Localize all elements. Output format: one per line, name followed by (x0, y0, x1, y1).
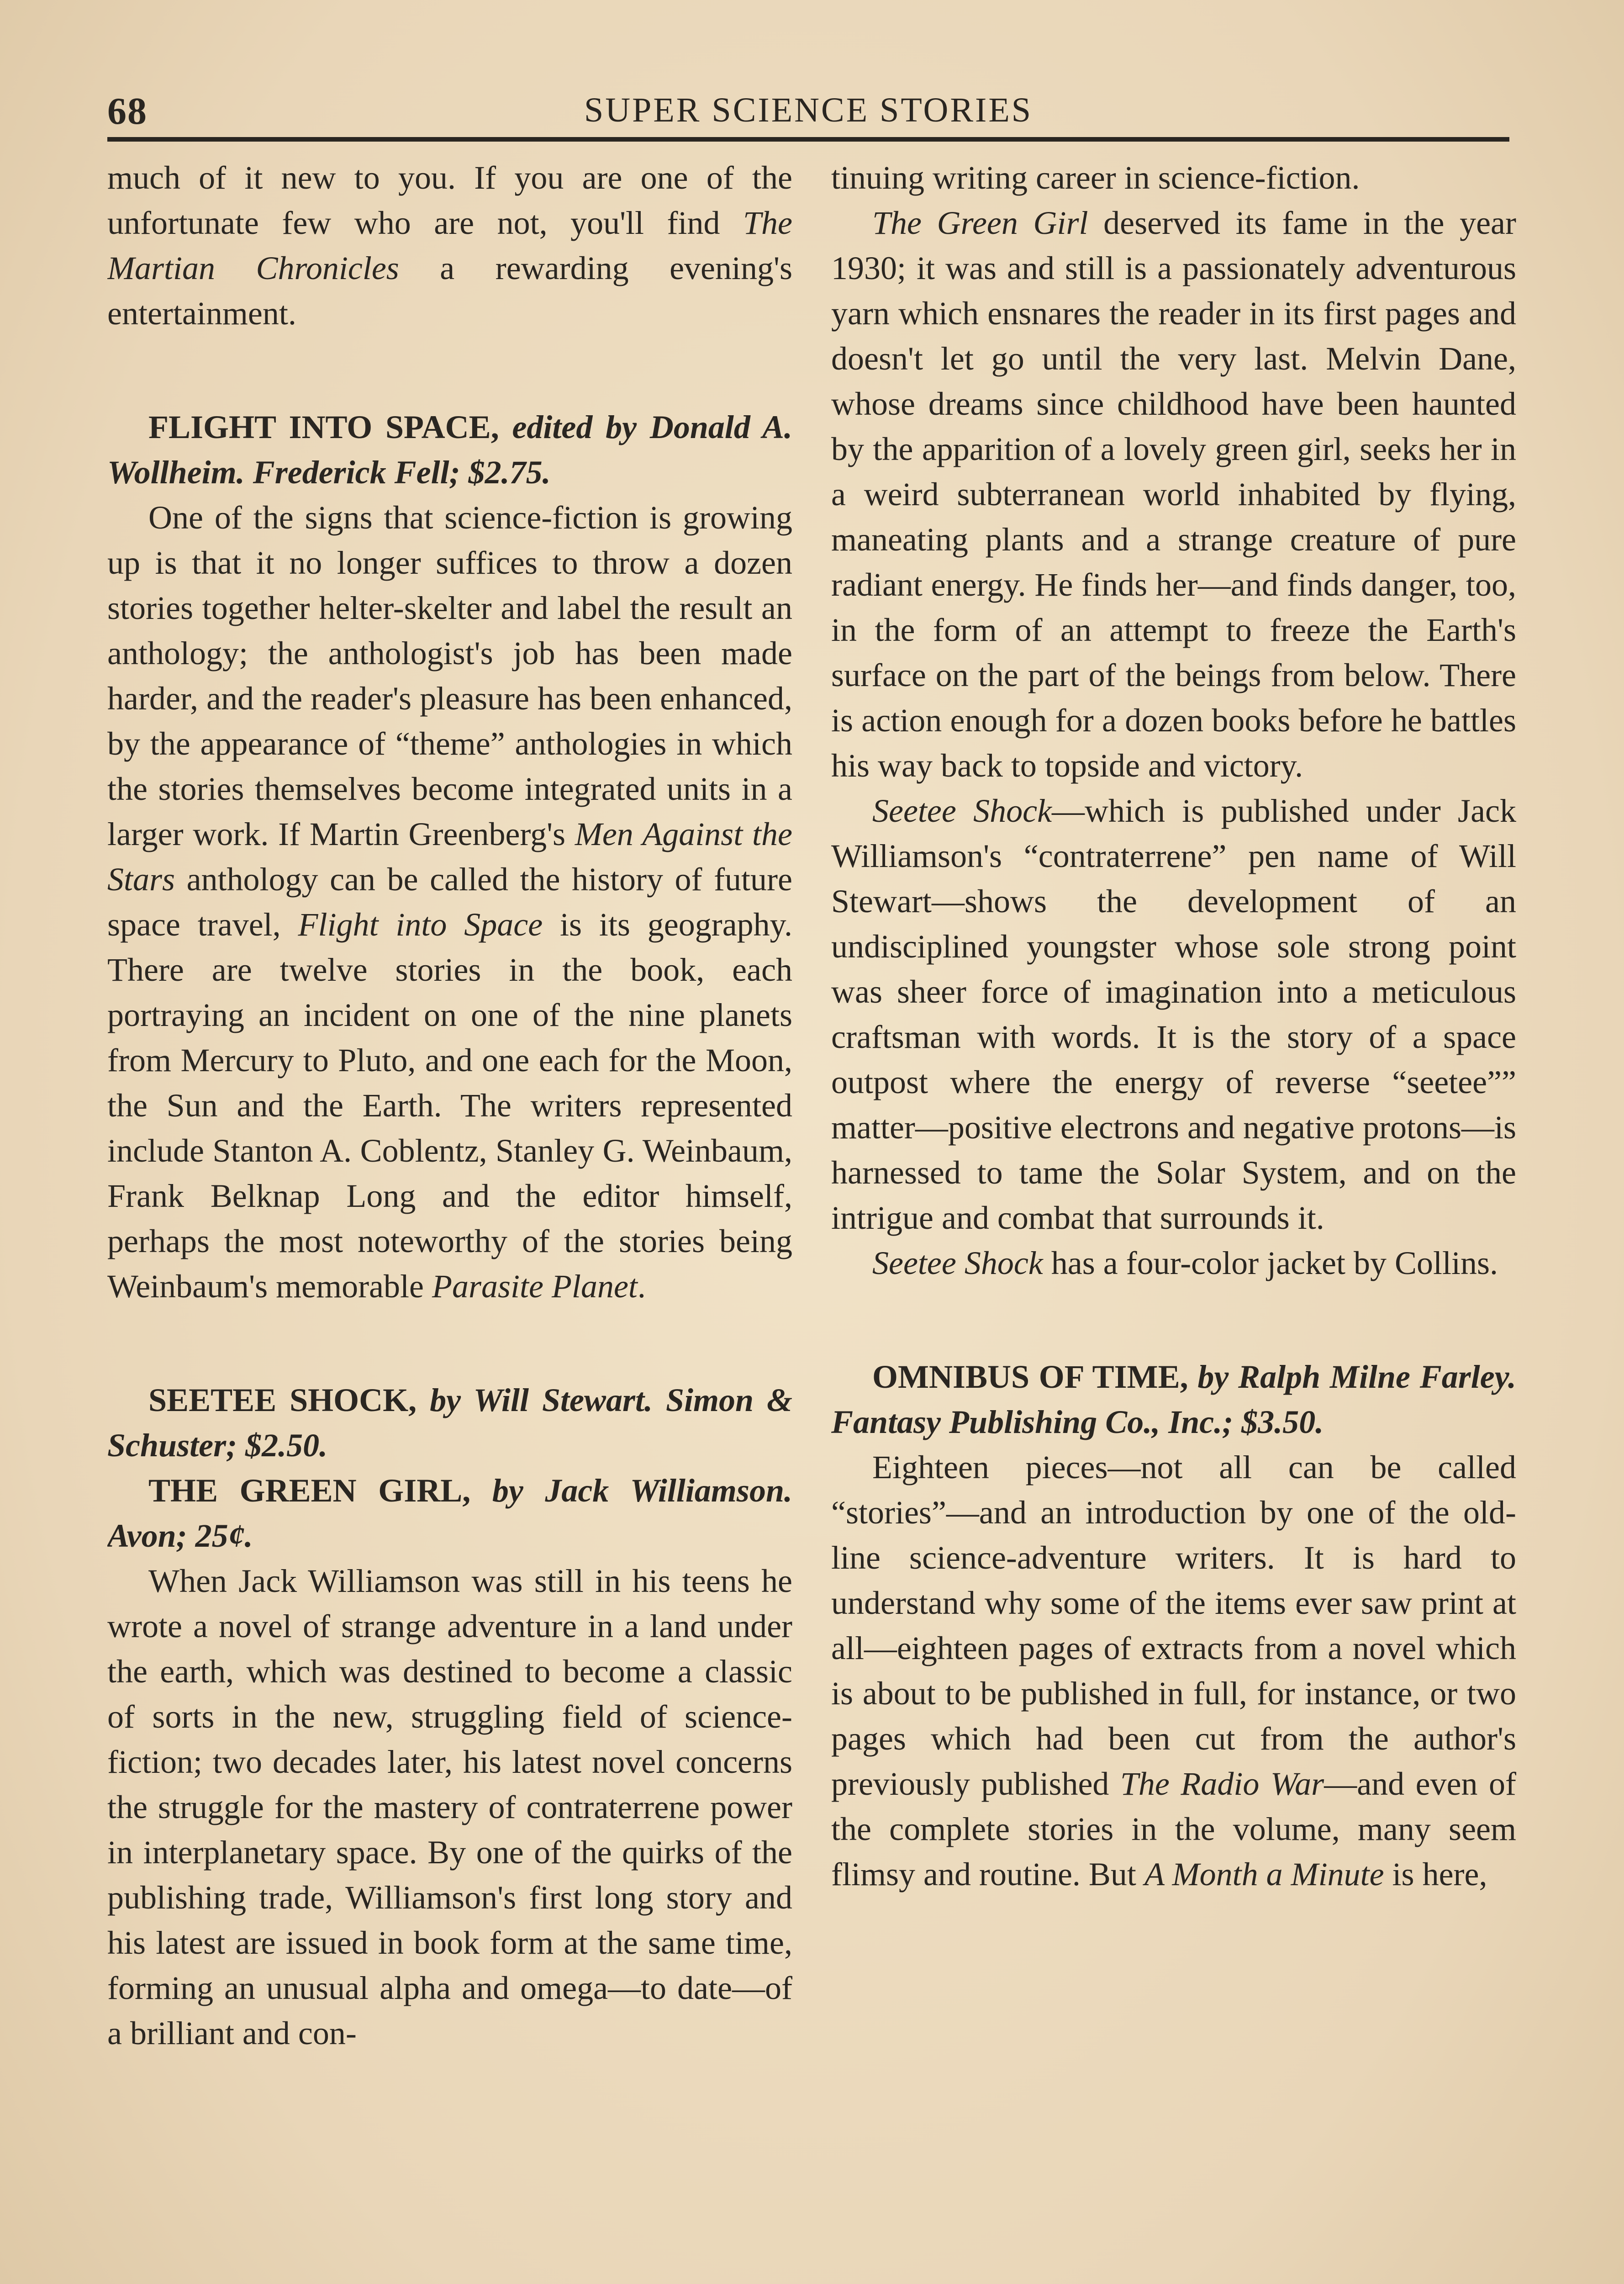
left-column (107, 155, 792, 2284)
paragraph-jacket: Seetee Shock has a four-color jacket by Collins. (872, 1245, 1498, 1281)
review-body-green-girl: When Jack Williamson was still in his teens he wrote a novel of strange adventure in a land under the earth, which was destined to become a classic of sorts in the new, struggling field of science-fiction; two decades later, his latest novel concerns the struggle for the mastery of contraterrene power in interplanetary space. By one of the quirks of the publishing trade, Williamson's first long story and his latest are issued in book form at the same time, forming an unusual alpha and omega—to date—of a brilliant and con- (107, 1563, 792, 2051)
review-body-flight-into-space: One of the signs that science-fiction is growing up is that it no longer suffices to throw a dozen stories together helter-skelter and label the result an anthology; the anthologist's job has been made harder, and the reader's pleasure has been enhanced, by the appearance of “theme” anthologies in which the stories themselves become integrated units in a larger work. If Martin Greenberg's Men Against the Stars anthology can be called the history of future space travel, Flight into Space is its geography. There are twelve stories in the book, each portraying an incident on one of the nine planets from Mercury to Pluto, and one each for the Moon, the Sun and the Earth. The writers represented include Stanton A. Coblentz, Stanley G. Weinbaum, Frank Belknap Long and the editor himself, perhaps the most noteworthy of the stories being Weinbaum's memorable Parasite Planet. (107, 499, 792, 1305)
page-header (107, 82, 1509, 132)
page-number: 68 (107, 90, 148, 132)
header-rule (107, 137, 1509, 142)
review-body-omnibus-of-time: Eighteen pieces—not all can be called “stories”—and an introduction by one of the old-line science-adventure writers. It is hard to understand why some of the items ever saw print at all—eighteen pages of extracts from a novel which is about to be published in full, for instance, or two pages which had been cut from the author's previously published The Radio War—and even of the complete stories in the volume, many seem flimsy and routine. But A Month a Minute is here, (831, 1449, 1516, 1893)
review-heading-green-girl: THE GREEN GIRL, by Jack Williamson. Avon; 25¢. (107, 1472, 792, 1554)
right-column (831, 155, 1516, 2284)
section-gap (831, 1286, 1516, 1354)
review-heading-flight-into-space: FLIGHT INTO SPACE, edited by Donald A. Wollheim. Frederick Fell; $2.75. (107, 409, 792, 491)
running-title: SUPER SCIENCE STORIES (584, 91, 1033, 129)
section-gap (107, 336, 792, 405)
paragraph: tinuing writing career in science-fiction. (831, 159, 1360, 196)
paragraph: much of it new to you. If you are one of the unfortunate few who are not, you'll find The Martian Chronicles a rewarding evening's entertainment. (107, 159, 792, 332)
review-heading-seetee-shock: SEETEE SHOCK, by Will Stewart. Simon & Schuster; $2.50. (107, 1382, 792, 1464)
paragraph-green-girl: The Green Girl deserved its fame in the year 1930; it was and still is a passionately adventurous yarn which ensnares the reader in its first pages and doesn't let go until the very last. Melvin Dane, whose dreams since childhood have been haunted by the apparition of a lovely green girl, seeks her in a weird subterranean world inhabited by flying, maneating plants and a strange creature of pure radiant energy. He finds her—and finds danger, too, in the form of an attempt to freeze the Earth's surface on the part of the beings from below. There is action enough for a dozen books before he battles his way back to topside and victory. (831, 205, 1516, 784)
paragraph-seetee-shock: Seetee Shock—which is published under Jack Williamson's “contraterrene” pen name of Will Stewart—shows the development of an undisciplined youngster whose sole strong point was sheer force of imagination into a meticulous craftsman with words. It is the story of a space outpost where the energy of reverse “seetee”” matter—positive electrons and negative protons—is harnessed to tame the Solar System, and on the intrigue and combat that surrounds it. (831, 793, 1516, 1236)
section-gap (107, 1309, 792, 1378)
review-heading-omnibus-of-time: OMNIBUS OF TIME, by Ralph Milne Farley. Fantasy Publishing Co., Inc.; $3.50. (831, 1359, 1516, 1440)
